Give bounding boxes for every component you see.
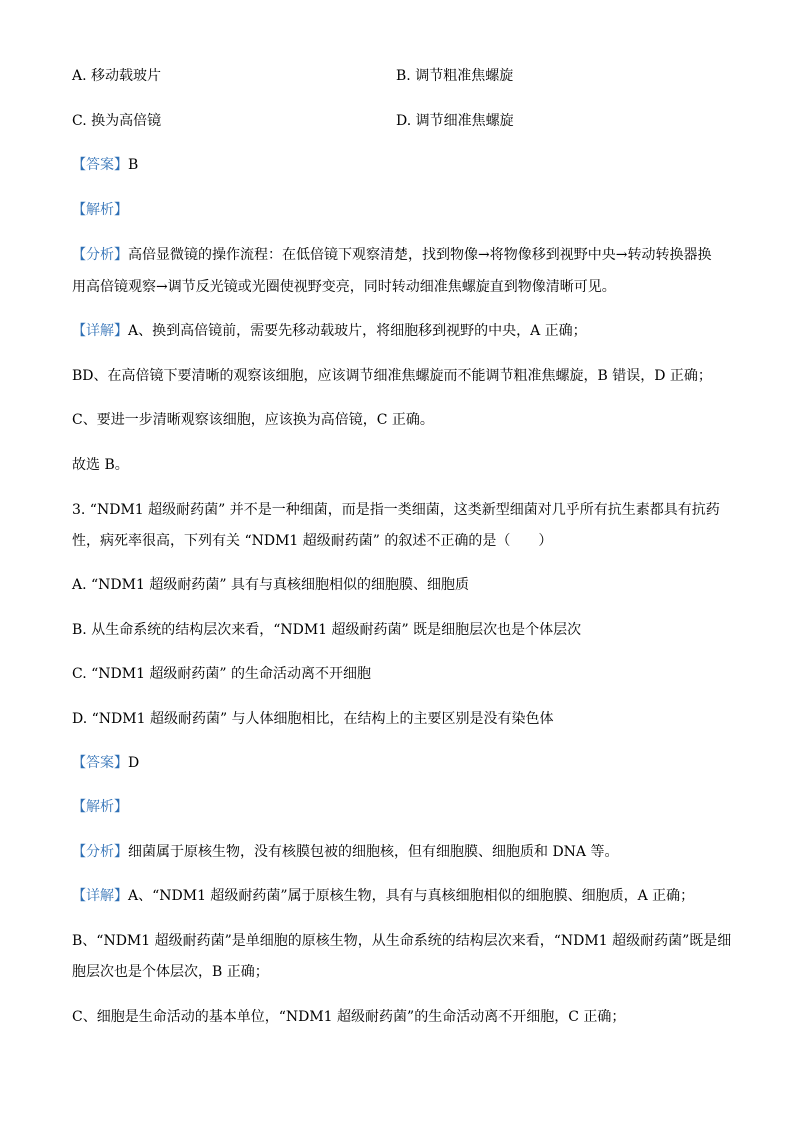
q3-stem-line-1: 3. “NDM1 超级耐药菌” 并不是一种细菌，而是指一类细菌，这类新型细菌对几乎所有抗生素都具有抗药 xyxy=(72,502,720,518)
q2-answer-value: B xyxy=(128,157,139,173)
q2-xiangjie-text-1: A、换到高倍镜前，需要先移动载玻片，将细胞移到视野的中央，A 正确； xyxy=(128,323,587,339)
q2-xiangjie-line-2: BD、在高倍镜下要清晰的观察该细胞，应该调节细准焦螺旋而不能调节粗准焦螺旋，B 错误，D 正确； xyxy=(72,368,712,384)
q2-analysis-label: 【解析】 xyxy=(72,202,128,218)
q3-analysis-heading xyxy=(72,797,722,817)
q2-conclusion: 故选 B。 xyxy=(72,457,129,473)
q3-fenxi-text: 细菌属于原核生物，没有核膜包被的细胞核，但有细胞膜、细胞质和 DNA 等。 xyxy=(128,844,619,860)
q2-analysis-heading xyxy=(72,200,722,220)
q2-answer-label: 【答案】 xyxy=(72,157,128,173)
q3-analysis-label: 【解析】 xyxy=(72,799,128,815)
q3-xiangjie-line-4: C、细胞是生命活动的基本单位，“NDM1 超级耐药菌”的生命活动离不开细胞，C 正确； xyxy=(72,1009,626,1025)
q3-xiangjie-line-3: 胞层次也是个体层次，B 正确； xyxy=(72,964,269,980)
q2-option-c: C. 换为高倍镜 xyxy=(72,113,162,129)
q2-answer xyxy=(72,155,722,175)
q3-option-d: D. “NDM1 超级耐药菌” 与人体细胞相比，在结构上的主要区别是没有染色体 xyxy=(72,711,554,727)
q2-fenxi-line-2: 用高倍镜观察→调节反光镜或光圈使视野变亮，同时转动细准焦螺旋直到物像清晰可见。 xyxy=(72,279,616,295)
q3-xiangjie-line-1 xyxy=(72,886,722,906)
q2-xiangjie-line-1 xyxy=(72,321,722,341)
q3-xiangjie-line-2: B、“NDM1 超级耐药菌”是单细胞的原核生物，从生命系统的结构层次来看，“NDM1 超级耐药菌”既是细 xyxy=(72,933,732,949)
q2-option-a: A. 移动载玻片 xyxy=(72,68,162,84)
q3-option-b: B. 从生命系统的结构层次来看，“NDM1 超级耐药菌” 既是细胞层次也是个体层次 xyxy=(72,622,582,638)
q2-fenxi-label: 【分析】 xyxy=(72,247,128,263)
q3-option-a: A. “NDM1 超级耐药菌” 具有与真核细胞相似的细胞膜、细胞质 xyxy=(72,577,469,593)
q2-option-d: D. 调节细准焦螺旋 xyxy=(396,113,514,129)
q3-fenxi-line xyxy=(72,842,722,862)
q2-xiangjie-line-3: C、要进一步清晰观察该细胞，应该换为高倍镜，C 正确。 xyxy=(72,412,434,428)
q2-xiangjie-label: 【详解】 xyxy=(72,323,128,339)
q3-stem-line-2: 性，病死率很高，下列有关 “NDM1 超级耐药菌” 的叙述不正确的是（ ） xyxy=(72,533,553,549)
q2-fenxi-text-1: 高倍显微镜的操作流程：在低倍镜下观察清楚，找到物像→将物像移到视野中央→转动转换器换 xyxy=(128,247,712,263)
q3-xiangjie-text-1: A、“NDM1 超级耐药菌”属于原核生物，具有与真核细胞相似的细胞膜、细胞质，A 正确； xyxy=(128,888,695,904)
q3-fenxi-label: 【分析】 xyxy=(72,844,128,860)
q2-option-b: B. 调节粗准焦螺旋 xyxy=(396,68,514,84)
q3-answer-label: 【答案】 xyxy=(72,755,128,771)
q3-option-c: C. “NDM1 超级耐药菌” 的生命活动离不开细胞 xyxy=(72,666,372,682)
q2-fenxi-line-1 xyxy=(72,245,722,265)
q3-answer xyxy=(72,753,722,773)
q3-answer-value: D xyxy=(128,755,140,771)
q3-xiangjie-label: 【详解】 xyxy=(72,888,128,904)
